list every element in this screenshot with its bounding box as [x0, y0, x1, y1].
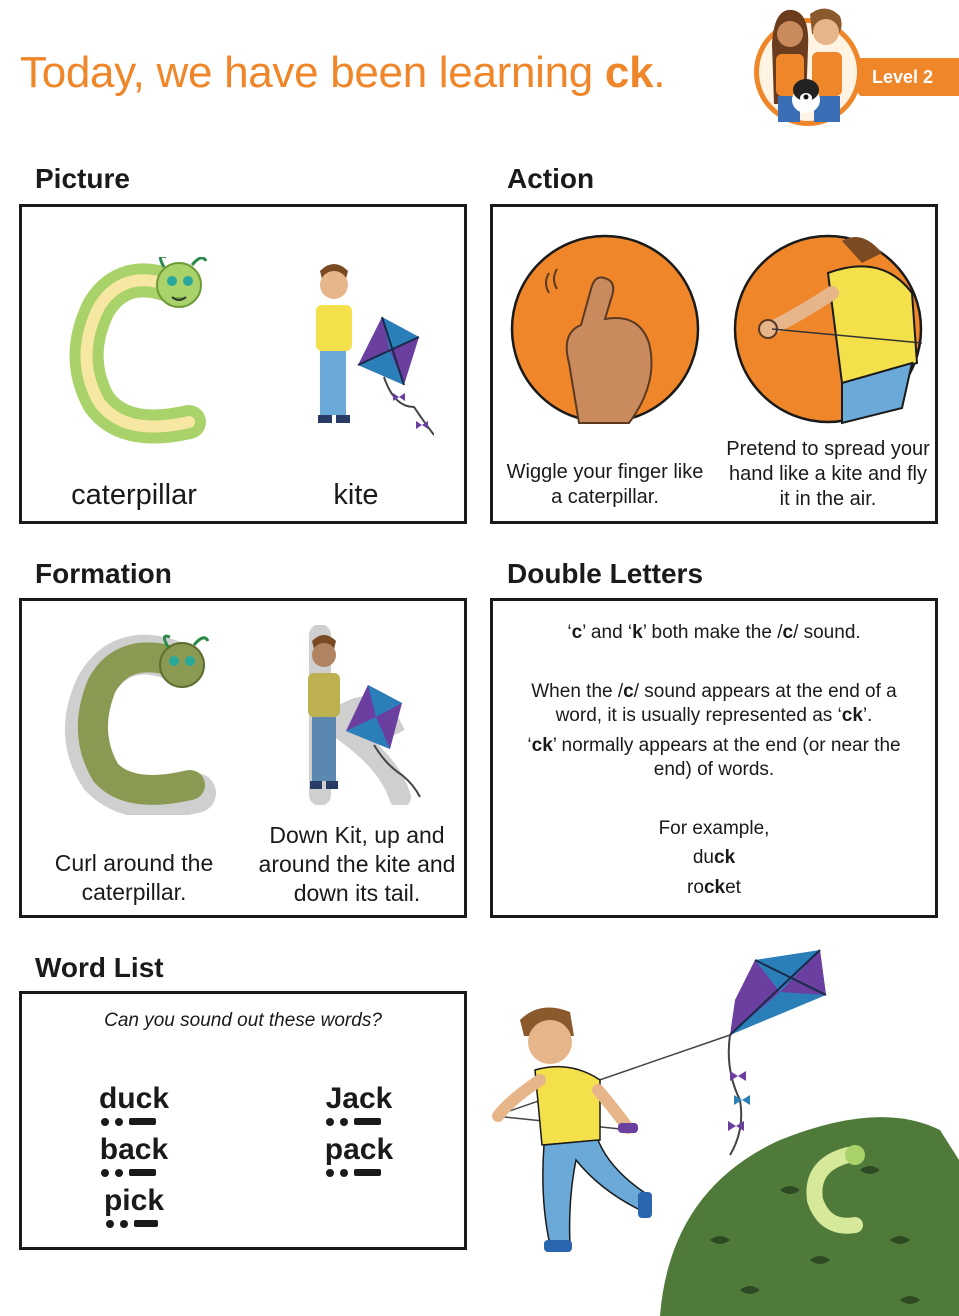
double-letters-line3: ‘ck’ normally appears at the end (or near the end) of words. — [527, 735, 901, 780]
action-heading: Action — [507, 163, 595, 194]
word-duck: duck — [74, 1082, 194, 1116]
double-letters-heading: Double Letters — [507, 558, 704, 589]
caterpillar-c-icon — [64, 257, 214, 447]
page-title: Today, we have been learning ck. — [20, 48, 666, 97]
wiggling-finger-icon — [509, 233, 701, 425]
word-pick: pick — [74, 1184, 194, 1218]
picture-label-kite: kite — [333, 479, 379, 511]
action-text-kite: Pretend to spread your hand like a kite and fly it in the air. — [726, 438, 930, 510]
children-and-dog-logo-icon — [754, 4, 864, 130]
example-label: For example, — [658, 818, 770, 839]
word-list-box — [19, 991, 467, 1250]
word-jack: Jack — [299, 1082, 419, 1116]
boy-with-kite-icon — [294, 257, 434, 447]
formation-box — [19, 598, 467, 918]
double-letters-line2: When the /c/ sound appears at the end of a word, it is usually represented as ‘ck’. — [531, 681, 897, 726]
picture-label-caterpillar: caterpillar — [71, 479, 197, 511]
formation-text-k: Down Kit, up and around the kite and down its tail. — [258, 822, 456, 906]
word-back: back — [74, 1133, 194, 1167]
double-letters-box — [490, 598, 938, 918]
kit-k-formation-icon — [290, 625, 430, 805]
picture-heading: Picture — [35, 163, 130, 194]
formation-text-c: Curl around the caterpillar. — [54, 850, 214, 905]
example-duck: duck — [692, 847, 736, 868]
caterpillar-c-formation-icon — [64, 625, 224, 815]
double-letters-line1: ‘c’ and ‘k’ both make the /c/ sound. — [567, 622, 861, 643]
level-badge: Level 2 — [858, 58, 959, 96]
word-pack: pack — [299, 1133, 419, 1167]
arm-flying-kite-icon — [732, 233, 924, 425]
picture-box — [19, 204, 467, 524]
boy-flying-kite-over-bush-icon — [480, 940, 959, 1316]
example-rocket: rocket — [687, 877, 741, 898]
word-list-heading: Word List — [35, 952, 164, 983]
action-text-finger: Wiggle your finger like a caterpillar. — [506, 461, 704, 508]
formation-heading: Formation — [35, 558, 172, 589]
action-box — [490, 204, 938, 524]
word-list-prompt: Can you sound out these words? — [104, 1010, 382, 1031]
